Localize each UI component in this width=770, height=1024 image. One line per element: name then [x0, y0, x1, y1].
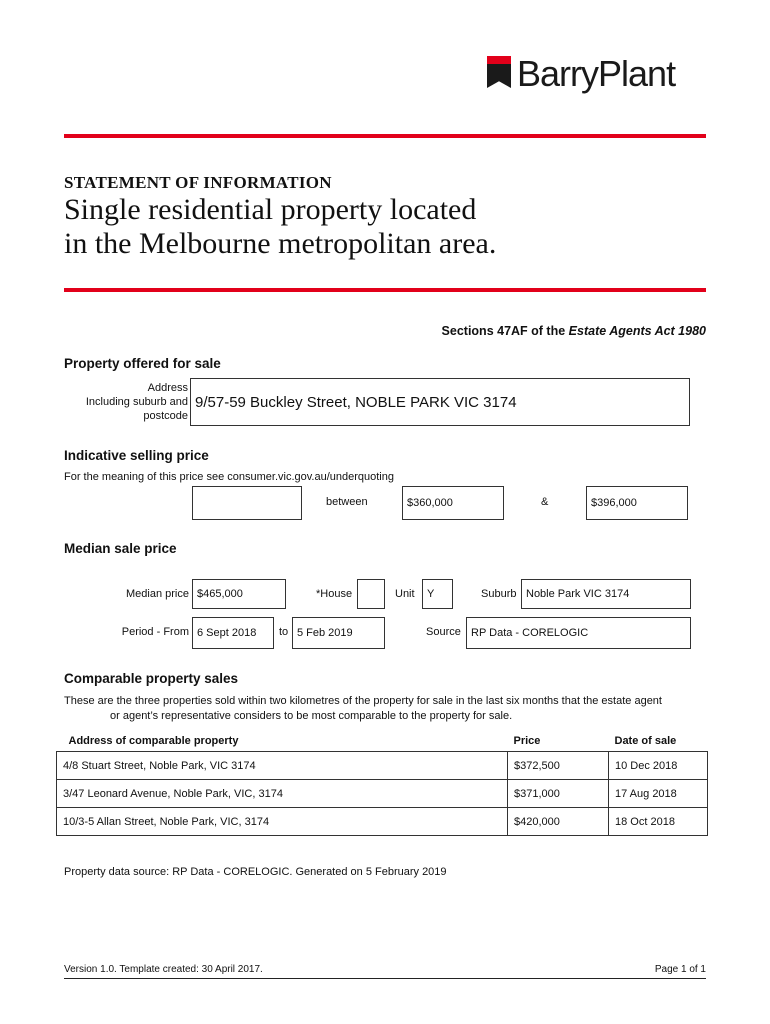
- period-from-field[interactable]: 6 Sept 2018: [192, 617, 274, 649]
- title-line-2: in the Melbourne metropolitan area.: [64, 227, 497, 260]
- comparable-price-cell[interactable]: $372,500: [508, 752, 609, 780]
- underquoting-note: For the meaning of this price see consumer.vic.gov.au/underquoting: [64, 471, 394, 483]
- brand-logo: [487, 50, 675, 98]
- source-label: Source: [426, 626, 461, 638]
- data-source-note: Property data source: RP Data - CORELOGIC. Generated on 5 February 2019: [64, 866, 447, 878]
- column-header-address: Address of comparable property: [57, 731, 508, 752]
- comparable-sales-table: [56, 731, 708, 836]
- period-from-label: Period - From: [121, 626, 189, 638]
- column-header-date: Date of sale: [609, 731, 708, 752]
- table-row: [57, 780, 708, 808]
- period-to-field[interactable]: 5 Feb 2019: [292, 617, 385, 649]
- comparable-note-line2: or agent’s representative considers to be most comparable to the property for sale.: [110, 710, 513, 722]
- table-header-row: [57, 731, 708, 752]
- comparable-price-cell[interactable]: $420,000: [508, 808, 609, 836]
- document-kicker: STATEMENT OF INFORMATION: [64, 173, 332, 192]
- comparable-note: [64, 694, 714, 724]
- suburb-label: Suburb: [481, 588, 517, 600]
- indicative-heading: Indicative selling price: [64, 448, 209, 463]
- sections-act: Estate Agents Act 1980: [568, 324, 706, 338]
- house-field[interactable]: [357, 579, 385, 609]
- address-label: [86, 381, 188, 423]
- price-high-field[interactable]: $396,000: [586, 486, 688, 520]
- median-price-label: Median price: [126, 588, 189, 600]
- table-row: [57, 752, 708, 780]
- footer-page-number: Page 1 of 1: [654, 964, 706, 975]
- footer-divider: [64, 978, 706, 979]
- single-price-field[interactable]: [192, 486, 302, 520]
- unit-field[interactable]: Y: [422, 579, 453, 609]
- divider-bottom: [64, 288, 706, 292]
- address-label-line2: Including suburb and: [85, 396, 188, 408]
- comparable-date-cell[interactable]: 10 Dec 2018: [609, 752, 708, 780]
- property-heading: Property offered for sale: [64, 356, 221, 371]
- address-label-line1: Address: [147, 382, 188, 394]
- divider-top: [64, 134, 706, 138]
- unit-label: Unit: [395, 588, 415, 600]
- comparable-address-cell[interactable]: 3/47 Leonard Avenue, Noble Park, VIC, 3174: [57, 780, 508, 808]
- to-label: to: [279, 626, 289, 638]
- comparable-date-cell[interactable]: 17 Aug 2018: [609, 780, 708, 808]
- comparable-price-cell[interactable]: $371,000: [508, 780, 609, 808]
- median-price-field[interactable]: $465,000: [192, 579, 286, 609]
- footer-version: Version 1.0. Template created: 30 April 2017.: [64, 964, 263, 975]
- comparable-heading: Comparable property sales: [64, 671, 239, 686]
- comparable-address-cell[interactable]: 10/3-5 Allan Street, Noble Park, VIC, 3174: [57, 808, 508, 836]
- column-header-price: Price: [508, 731, 609, 752]
- source-field[interactable]: RP Data - CORELOGIC: [466, 617, 691, 649]
- brand-name: BarryPlant: [517, 53, 676, 94]
- median-heading: Median sale price: [64, 541, 177, 556]
- title-line-1: Single residential property located: [64, 193, 477, 226]
- suburb-field[interactable]: Noble Park VIC 3174: [521, 579, 691, 609]
- house-label: *House: [316, 588, 353, 600]
- legislation-reference: [442, 324, 706, 338]
- table-row: [57, 808, 708, 836]
- address-field[interactable]: 9/57-59 Buckley Street, NOBLE PARK VIC 3174: [190, 378, 690, 426]
- comparable-address-cell[interactable]: 4/8 Stuart Street, Noble Park, VIC 3174: [57, 752, 508, 780]
- sections-prefix: Sections 47AF of the: [441, 324, 566, 338]
- address-label-line3: postcode: [143, 410, 188, 422]
- comparable-date-cell[interactable]: 18 Oct 2018: [609, 808, 708, 836]
- comparable-note-line1: These are the three properties sold within two kilometres of the property for sale in the last six months that the estate agent: [64, 695, 662, 707]
- ampersand-label: &: [541, 496, 549, 508]
- price-low-field[interactable]: $360,000: [402, 486, 504, 520]
- between-label: between: [326, 496, 368, 508]
- flag-icon: [487, 56, 511, 90]
- document-title: [64, 193, 684, 261]
